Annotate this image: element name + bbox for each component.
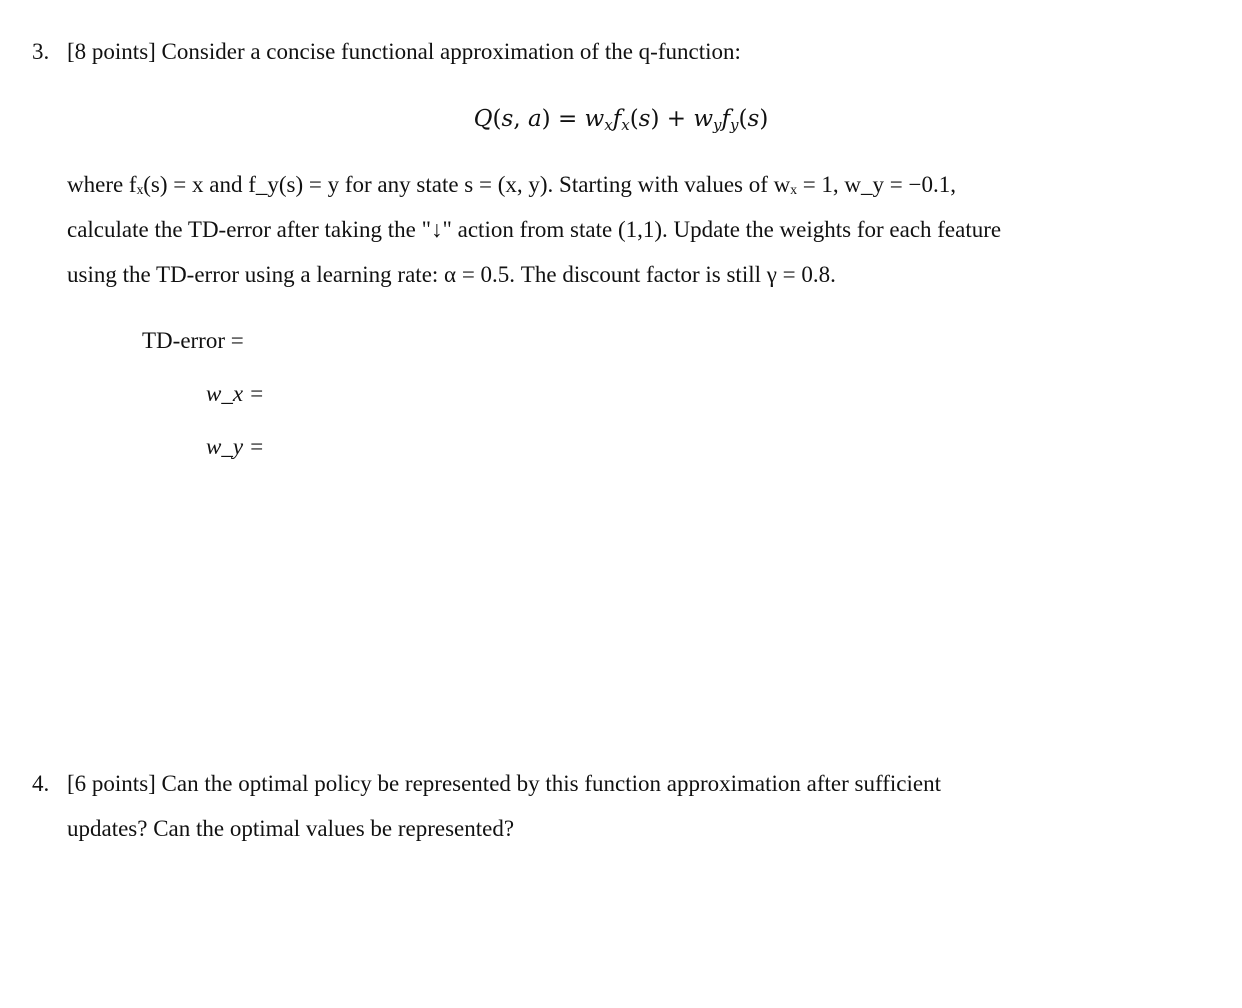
wx-label: w_x = [206,381,265,406]
question-4-number: 4. [32,771,50,796]
wy-label: w_y = [206,434,265,459]
q-function-formula: Q(s, $a) = w_xf_x(s) + w_yf_y(s)$ [473,106,769,134]
question-3-number: 3. [32,39,50,64]
question-3-header: [8 points] Consider a concise functional approximation of the q-function: [67,39,741,64]
question-4-line-1: [6 points] Can the optimal policy be represented by this function approximation after sufficient [67,771,941,796]
question-3-line-1: where fₓ(s) = x and f_y(s) = y for any state s = (x, y). Starting with values of wₓ = 1, w_y = −0.1, [67,172,956,197]
question-3-line-3: using the TD-error using a learning rate: α = 0.5. The discount factor is still γ = 0.8. [67,262,836,287]
question-3-line-2: calculate the TD-error after taking the "↓" action from state (1,1). Update the weights for each feature [67,217,1002,242]
question-4-line-2: updates? Can the optimal values be represented? [67,816,515,841]
td-error-label: TD-error = [142,328,244,353]
